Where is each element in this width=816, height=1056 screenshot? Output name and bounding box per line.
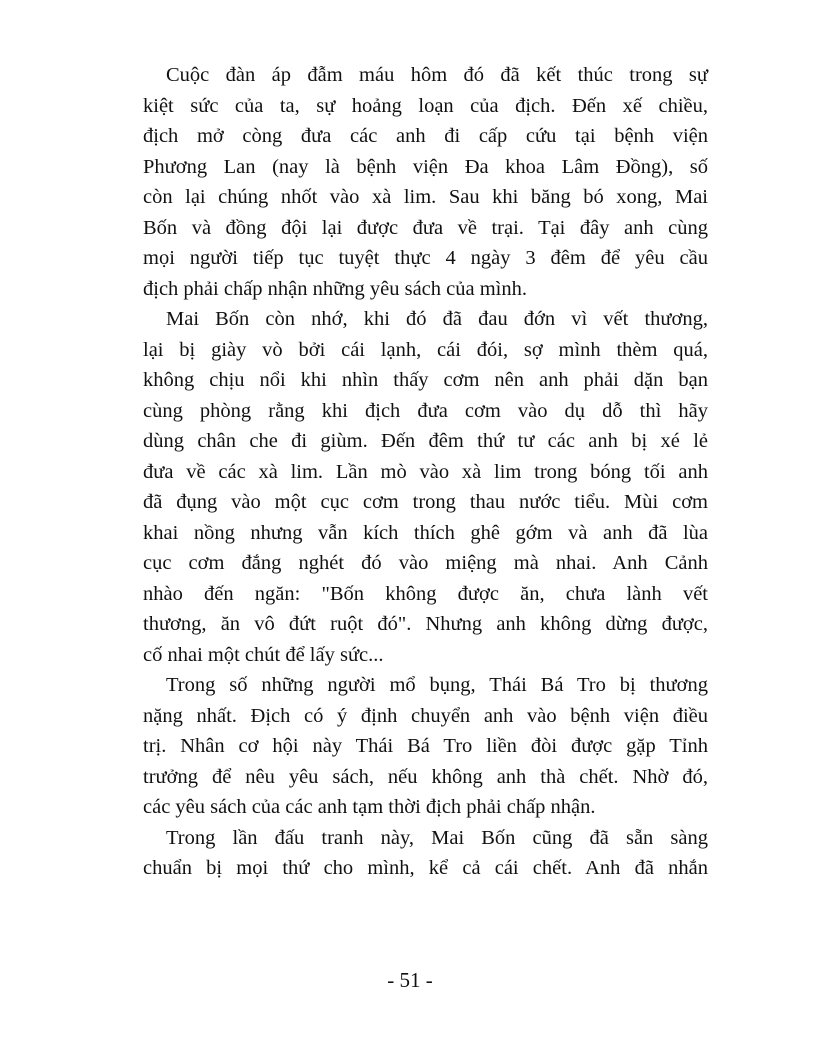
text-line: đã đụng vào một cục cơm trong thau nước tiểu. Mùi cơm <box>143 491 708 513</box>
text-line: các yêu sách của các anh tạm thời địch phải chấp nhận. <box>143 796 596 818</box>
text-line: địch phải chấp nhận những yêu sách của mình. <box>143 277 527 300</box>
paragraph <box>143 670 708 823</box>
paragraph <box>143 304 708 670</box>
text-line: Phương Lan (nay là bệnh viện Đa khoa Lâm Đồng), số <box>143 155 708 178</box>
text-line: thương, ăn vô đứt ruột đó". Nhưng anh không dừng được, <box>143 613 708 635</box>
text-line: lại bị giày vò bởi cái lạnh, cái đói, sợ mình thèm quá, <box>143 338 708 361</box>
text-line: đưa về các xà lim. Lần mò vào xà lim trong bóng tối anh <box>143 460 708 483</box>
text-line: Trong lần đấu tranh này, Mai Bốn cũng đã sẵn sàng <box>166 826 708 849</box>
text-line: mọi người tiếp tục tuyệt thực 4 ngày 3 đêm để yêu cầu <box>143 247 708 269</box>
page-number: - 51 - <box>387 968 433 992</box>
text-line: Mai Bốn còn nhớ, khi đó đã đau đớn vì vết thương, <box>166 308 708 330</box>
text-line: còn lại chúng nhốt vào xà lim. Sau khi băng bó xong, Mai <box>143 186 708 208</box>
text-line: cục cơm đắng nghét đó vào miệng mà nhai. Anh Cảnh <box>143 552 708 574</box>
text-line: trưởng để nêu yêu sách, nếu không anh thà chết. Nhờ đó, <box>143 765 708 788</box>
text-line: Trong số những người mổ bụng, Thái Bá Tro bị thương <box>166 674 708 696</box>
text-line: kiệt sức của ta, sự hoảng loạn của địch. Đến xế chiều, <box>143 94 708 117</box>
text-line: không chịu nổi khi nhìn thấy cơm nên anh phải dặn bạn <box>143 369 708 391</box>
text-line: cố nhai một chút để lấy sức... <box>143 643 384 666</box>
text-line: dùng chân che đi giùm. Đến đêm thứ tư các anh bị xé lẻ <box>143 430 708 452</box>
text-line: Cuộc đàn áp đẫm máu hôm đó đã kết thúc trong sự <box>166 64 708 86</box>
paragraph <box>143 823 708 884</box>
text-line: địch mở còng đưa các anh đi cấp cứu tại bệnh viện <box>143 125 708 147</box>
page-body <box>143 60 708 884</box>
text-line: nặng nhất. Địch có ý định chuyển anh vào bệnh viện điều <box>143 704 708 727</box>
text-line: trị. Nhân cơ hội này Thái Bá Tro liền đòi được gặp Tỉnh <box>143 735 708 757</box>
text-line: khai nồng nhưng vẫn kích thích ghê gớm và anh đã lùa <box>143 521 708 544</box>
paragraph <box>143 60 708 304</box>
text-line: cùng phòng rằng khi địch đưa cơm vào dụ dỗ thì hãy <box>143 399 708 422</box>
text-line: Bốn và đồng đội lại được đưa về trại. Tại đây anh cùng <box>143 216 708 239</box>
text-line: nhào đến ngăn: "Bốn không được ăn, chưa lành vết <box>143 582 708 605</box>
text-line: chuẩn bị mọi thứ cho mình, kể cả cái chết. Anh đã nhắn <box>143 857 708 879</box>
